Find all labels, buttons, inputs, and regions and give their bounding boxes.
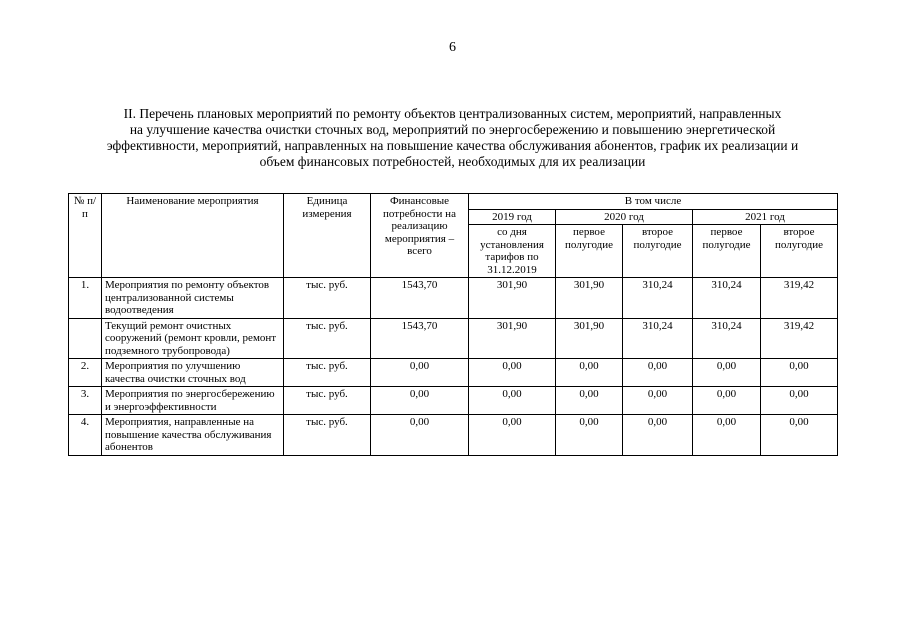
- table-row: [69, 359, 838, 387]
- row-unit: тыс. руб.: [284, 359, 371, 387]
- row-2020-h2: 0,00: [623, 387, 693, 415]
- row-2020-h1: 0,00: [556, 387, 623, 415]
- row-unit: тыс. руб.: [284, 318, 371, 359]
- row-name: Текущий ремонт очистных сооружений (ремонт кровли, ремонт подземного трубопровода): [102, 318, 284, 359]
- row-2020-h1: 0,00: [556, 415, 623, 456]
- row-2021-h1: 0,00: [693, 415, 761, 456]
- row-total: 0,00: [371, 415, 469, 456]
- row-2020-h2: 0,00: [623, 359, 693, 387]
- row-2020-h2: 310,24: [623, 278, 693, 319]
- row-2019: 0,00: [469, 387, 556, 415]
- row-2019: 0,00: [469, 359, 556, 387]
- table-row: [69, 387, 838, 415]
- table-row: [69, 415, 838, 456]
- row-num: 4.: [69, 415, 102, 456]
- row-num: 1.: [69, 278, 102, 319]
- page-number: 6: [449, 40, 456, 55]
- row-2019: 301,90: [469, 318, 556, 359]
- header-2019-period: со дня установления тарифов по 31.12.2019: [469, 225, 556, 278]
- row-2021-h2: 319,42: [761, 318, 838, 359]
- header-num: № п/п: [69, 194, 102, 278]
- row-unit: тыс. руб.: [284, 278, 371, 319]
- row-total: 1543,70: [371, 318, 469, 359]
- row-unit: тыс. руб.: [284, 415, 371, 456]
- row-total: 1543,70: [371, 278, 469, 319]
- row-2019: 301,90: [469, 278, 556, 319]
- header-including: В том числе: [469, 194, 838, 210]
- table-row: [69, 318, 838, 359]
- row-num: [69, 318, 102, 359]
- row-2021-h2: 319,42: [761, 278, 838, 319]
- table-row: [69, 278, 838, 319]
- row-2021-h1: 0,00: [693, 359, 761, 387]
- row-2020-h2: 0,00: [623, 415, 693, 456]
- row-2021-h1: 0,00: [693, 387, 761, 415]
- title-line-3: эффективности, мероприятий, направленных на повышение качества обслуживания абонентов, график их реализации и: [106, 138, 799, 153]
- row-name: Мероприятия по ремонту объектов централизованной системы водоотведения: [102, 278, 284, 319]
- section-title: [40, 106, 865, 170]
- row-2020-h1: 301,90: [556, 318, 623, 359]
- row-2021-h1: 310,24: [693, 278, 761, 319]
- header-year-2020: 2020 год: [556, 209, 693, 225]
- row-num: 2.: [69, 359, 102, 387]
- header-name: Наименование мероприятия: [102, 194, 284, 278]
- title-line-1: II. Перечень плановых мероприятий по ремонту объектов централизованных систем, мероприятий, направленных: [123, 106, 782, 121]
- row-num: 3.: [69, 387, 102, 415]
- row-unit: тыс. руб.: [284, 387, 371, 415]
- row-total: 0,00: [371, 387, 469, 415]
- measures-table: [68, 193, 838, 456]
- row-2021-h2: 0,00: [761, 359, 838, 387]
- row-2021-h2: 0,00: [761, 415, 838, 456]
- header-year-2019: 2019 год: [469, 209, 556, 225]
- row-2020-h1: 0,00: [556, 359, 623, 387]
- row-name: Мероприятия по улучшению качества очистки сточных вод: [102, 359, 284, 387]
- row-2020-h1: 301,90: [556, 278, 623, 319]
- header-2020-second-half: второе полугодие: [623, 225, 693, 278]
- row-2019: 0,00: [469, 415, 556, 456]
- header-2021-first-half: первое полугодие: [693, 225, 761, 278]
- header-unit: Единица измерения: [284, 194, 371, 278]
- header-row-1: [69, 194, 838, 210]
- row-name: Мероприятия, направленные на повышение качества обслуживания абонентов: [102, 415, 284, 456]
- row-2021-h1: 310,24: [693, 318, 761, 359]
- header-year-2021: 2021 год: [693, 209, 838, 225]
- header-2020-first-half: первое полугодие: [556, 225, 623, 278]
- title-line-2: на улучшение качества очистки сточных вод, мероприятий по энергосбережению и повышению энергетической: [129, 122, 776, 137]
- header-2021-second-half: второе полугодие: [761, 225, 838, 278]
- header-financial-needs: Финансовые потребности на реализацию мероприятия – всего: [371, 194, 469, 278]
- row-2020-h2: 310,24: [623, 318, 693, 359]
- row-total: 0,00: [371, 359, 469, 387]
- row-name: Мероприятия по энергосбережению и энергоэффективности: [102, 387, 284, 415]
- title-line-4: объем финансовых потребностей, необходимых для их реализации: [259, 154, 646, 169]
- row-2021-h2: 0,00: [761, 387, 838, 415]
